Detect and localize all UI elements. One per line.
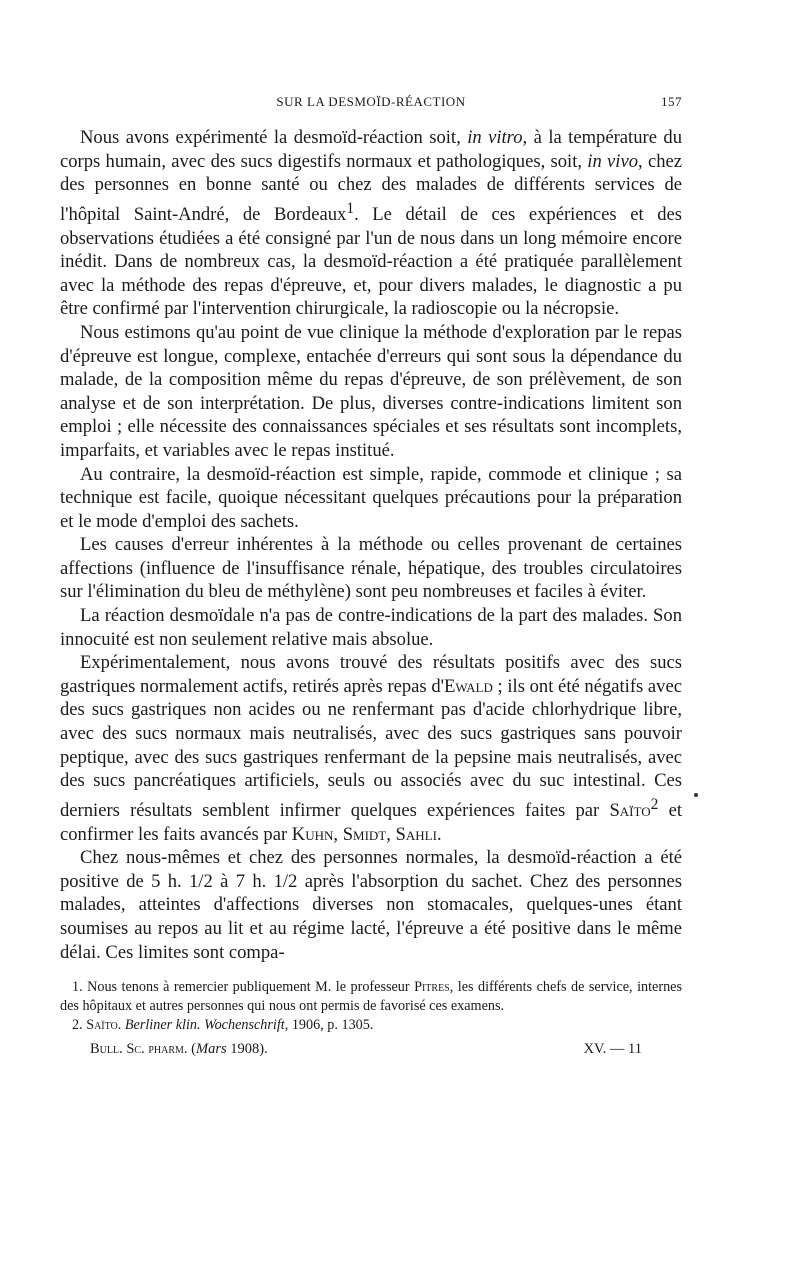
footnote-ref: 2: [650, 795, 659, 813]
text-run: , les différents chefs de service, internes des hôpitaux et autres personnes qui nous ont permis de favorisé ces examens.: [60, 979, 682, 1015]
text-run: Expérimentalement, nous avons trouvé des résultats positifs avec des sucs gastriques normalement actifs, retirés après repas d': [60, 652, 682, 697]
text-run: Nous tenons à remercier publiquement M. le professeur: [82, 979, 415, 996]
text-run: , chez des personnes en bonne santé ou chez des malades de différents services de l'hôpital Saint-André, de Bordeaux: [60, 150, 682, 225]
issue-month: Mars: [196, 1041, 227, 1058]
journal-abbrev: Bull. Sc. pharm.: [90, 1041, 188, 1058]
paragraph: Au contraire, la desmoïd-réaction est simple, rapide, commode et clinique ; sa technique est facile, quoique nécessitant quelques précautions pour la préparation et le mode d'emploi des sachets.: [60, 463, 682, 532]
footnote-number: 2.: [72, 1017, 83, 1034]
journal-title: Berliner klin. Wochenschrift: [124, 1017, 285, 1034]
page: [60, 90, 682, 1063]
author-name: Saïto: [609, 800, 651, 821]
body-text: [60, 126, 682, 964]
paragraph: Chez nous-mêmes et chez des personnes normales, la desmoïd-réaction a été positive de 5 h. 1/2 à 7 h. 1/2 après l'absorption du sachet. Chez des personnes malades, atteintes d'affections diverses non stomacales, quelques-unes étant soumises au repos au lit et au régime lacté, l'épreuve a été positive dans le même délai. Ces limites sont compa-: [60, 847, 682, 963]
footnote-ref: 1: [346, 199, 355, 217]
text-run: ,: [333, 823, 343, 845]
running-title: SUR LA DESMOÏD-RÉACTION: [276, 94, 466, 109]
author-name: Smidt: [342, 823, 387, 845]
paragraph: Les causes d'erreur inhérentes à la méthode ou celles provenant de certaines affections (influence de l'insuffisance rénale, hépatique, des troubles circulatoires sur l'élimination du bleu de méthylène) sont peu nombreuses et faciles à éviter.: [60, 534, 682, 603]
author-name: Saïto: [82, 1017, 118, 1034]
page-footer: [60, 1039, 682, 1063]
paragraph: La réaction desmoïdale n'a pas de contre-indications de la part des malades. Son innocuité est non seulement relative mais absolue.: [60, 605, 682, 650]
author-name: Pitres: [414, 979, 450, 996]
text-run: , à la température du corps humain, avec des sucs digestifs normaux et pathologiques, soit,: [60, 127, 682, 172]
volume-signature: XV. — 11: [583, 1041, 642, 1058]
footnote-2: [60, 1016, 682, 1035]
italic-term: in vitro: [467, 127, 523, 148]
paragraph: [60, 651, 682, 846]
text-run: , 1906, p. 1305.: [284, 1017, 374, 1034]
text-run: et confirmer les faits avancés par: [60, 800, 682, 845]
running-head: [60, 90, 682, 114]
paragraph: [60, 126, 682, 321]
author-name: Sahli: [395, 823, 437, 845]
text-run: ,: [386, 823, 396, 845]
italic-term: in vivo: [587, 150, 639, 172]
author-name: Kuhn: [291, 823, 334, 845]
text-run: Nous avons expérimenté la desmoïd-réaction soit,: [80, 127, 468, 148]
page-number: 157: [661, 94, 682, 109]
text-run: (: [187, 1041, 197, 1058]
footnotes: [60, 978, 682, 1035]
text-run: . Le détail de ces expériences et des observations étudiées a été consigné par l'un de nous dans un long mémoire encore inédit. Dans de nombreux cas, la desmoïd-réaction a été pratiquée parallèlement avec la méthode des repas d'épreuve, et, pour divers malades, le diagnostic a pu être confirmé par l'intervention chirurgicale, la radioscopie ou la nécropsie.: [60, 203, 683, 320]
publication-info: [90, 1041, 268, 1058]
text-run: ; ils ont été négatifs avec des sucs gastriques non acides ou ne renfermant pas d'acide chlorhydrique libre, avec des sucs normaux mais neutralisés, avec des sucs gastriques sans pouvoir peptique, avec des sucs gastriques renfermant de la pepsine mais neutralisés, avec des sucs pancréatiques artificiels, seuls ou associés avec du suc intestinal. Ces derniers résultats semblent infirmer quelques expériences faites par: [60, 675, 682, 821]
author-name: Ewald: [443, 675, 493, 697]
text-run: .: [117, 1017, 125, 1034]
text-run: .: [436, 823, 442, 845]
footnote-number: 1.: [72, 979, 83, 996]
margin-mark: [694, 793, 698, 797]
text-run: 1908).: [226, 1041, 268, 1058]
footnote-1: [60, 978, 682, 1016]
paragraph: Nous estimons qu'au point de vue clinique la méthode d'exploration par le repas d'épreuve est longue, complexe, entachée d'erreurs qui sont sous la dépendance du malade, de la composition même du repas d'épreuve, de son prélèvement, de son analyse et de son interprétation. De plus, diverses contre-indications limitent son emploi ; elle nécessite des connaissances spéciales et ses résultats sont incomplets, imparfaits, et variables avec le repas institué.: [60, 321, 682, 461]
